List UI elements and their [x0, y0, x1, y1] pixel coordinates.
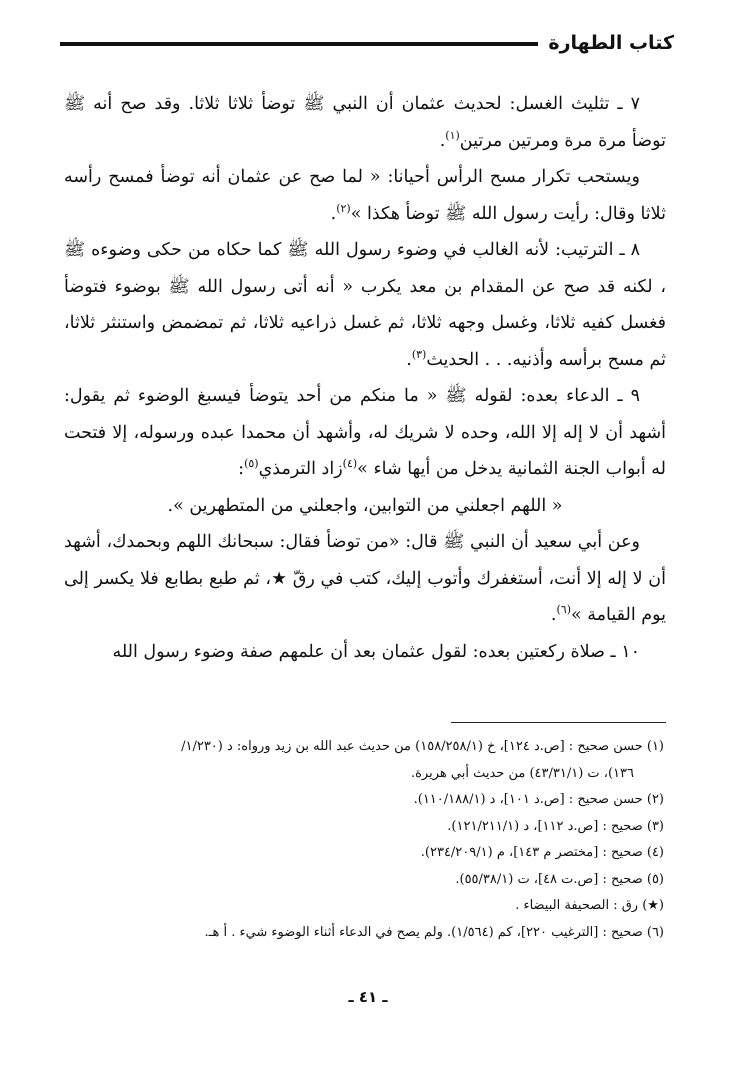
- paragraph-text: زاد الترمذي: [258, 459, 343, 479]
- paragraph-punctuation: :: [238, 459, 245, 479]
- paragraph-abu-said: [64, 524, 666, 634]
- paragraph-text: ٧ ـ تثليث الغسل: لحديث عثمان أن النبي ﷺ توضأ ثلاثا ثلاثا. وقد صح أنه ﷺ توضأ مرة مرة ومرتين مرتين: [64, 94, 666, 151]
- footnote: (٢) حسن صحيح : [ص.د ١٠١]، د (١١٠/١٨٨/١).: [413, 792, 664, 807]
- main-text: [64, 86, 666, 670]
- paragraph-punctuation: .: [330, 203, 337, 224]
- paragraph-head-wiping: [64, 159, 666, 232]
- footnote-reference: (٥): [244, 457, 259, 471]
- paragraph-text: وعن أبي سعيد أن النبي ﷺ قال: «من توضأ فقال: سبحانك اللهم وبحمدك، أشهد أن لا إله إلا أنت، أستغفرك وأتوب إليك، كتب في رقّ ★، ثم طبع بطابع فلا يكسر إلى يوم القيامة »: [64, 532, 666, 625]
- chapter-title: كتاب الطهارة: [548, 32, 674, 54]
- page-number: ـ ٤١ ـ: [348, 988, 388, 1006]
- footnote-reference: (٣): [411, 347, 427, 361]
- paragraph-washing-thrice: [64, 86, 666, 159]
- paragraph-order: [64, 232, 666, 378]
- footnote: (٦) صحيح : [الترغيب ٢٢٠]، كم (١/٥٦٤). ولم يصح في الدعاء أثناء الوضوء شيء . أ هـ.: [204, 924, 664, 940]
- footnote: (٥) صحيح : [ص.ت ٤٨]، ت (٥٥/٣٨/١).: [455, 871, 664, 887]
- paragraph-punctuation: .: [406, 349, 412, 370]
- paragraph-punctuation: .: [550, 605, 557, 625]
- footnote-separator: [451, 722, 666, 723]
- paragraph-punctuation: .: [439, 130, 446, 151]
- paragraph-text: ٩ ـ الدعاء بعده: لقوله ﷺ « ما منكم من أحد يتوضأ فيسبغ الوضوء ثم يقول: أشهد أن لا إله إلا الله، وحده لا شريك له، وأشهد أن محمدا عبده ورسوله، إلا فتحت له أبواب الجنة الثمانية يدخل من أيها شاء »: [64, 386, 666, 479]
- footnote-reference: (٢): [336, 201, 351, 215]
- footnote-reference: (١): [445, 128, 460, 142]
- paragraph-dua-quote: « اللهم اجعلني من التوابين، واجعلني من المتطهرين ».: [167, 495, 563, 516]
- paragraph-text: ويستحب تكرار مسح الرأس أحيانا: « لما صح عن عثمان أنه توضأ فمسح رأسه ثلاثا وقال: رأيت رسول الله ﷺ توضأ هكذا »: [64, 167, 666, 224]
- running-header: [60, 28, 674, 58]
- header-rule: [60, 42, 538, 46]
- footnote: (٤) صحيح : [مختصر م ١٤٣]، م (٢٣٤/٢٠٩/١).: [420, 845, 664, 860]
- footnote-continuation: ١٣٦)، ت (٤٣/٣١/١) من حديث أبي هريرة.: [410, 765, 634, 781]
- footnote: (٣) صحيح : [ص.د ١١٢]، د (١٢١/٢١١/١).: [447, 818, 664, 834]
- footnotes: [64, 734, 664, 946]
- paragraph-two-rakahs: ١٠ ـ صلاة ركعتين بعده: لقول عثمان بعد أن علمهم صفة وضوء رسول الله: [112, 641, 640, 662]
- footnote: (★) رق : الصحيفة البيضاء .: [515, 898, 664, 913]
- paragraph-supplication: [64, 378, 666, 488]
- paragraph-text: ٨ ـ الترتيب: لأنه الغالب في وضوء رسول الله ﷺ كما حكاه من حكى وضوءه ﷺ ، لكنه قد صح عن المقدام بن معد يكرب « أنه أتى رسول الله ﷺ بوضوء فتوضأ فغسل كفيه ثلاثا، وغسل وجهه ثلاثا، ثم غسل ذراعيه ثلاثا، ثم تمضمض واستنثر ثلاثا، ثم مسح برأسه وأذنيه. . . الحديث: [64, 240, 666, 370]
- footnote: (١) حسن صحيح : [ص.د ١٢٤]، خ (١٥٨/٢٥٨/١) من حديث عبد الله بن زيد ورواه: د (١/٢٣٠/: [181, 739, 664, 754]
- footnote-reference: (٤): [342, 457, 358, 471]
- footnote-reference: (٦): [556, 603, 571, 617]
